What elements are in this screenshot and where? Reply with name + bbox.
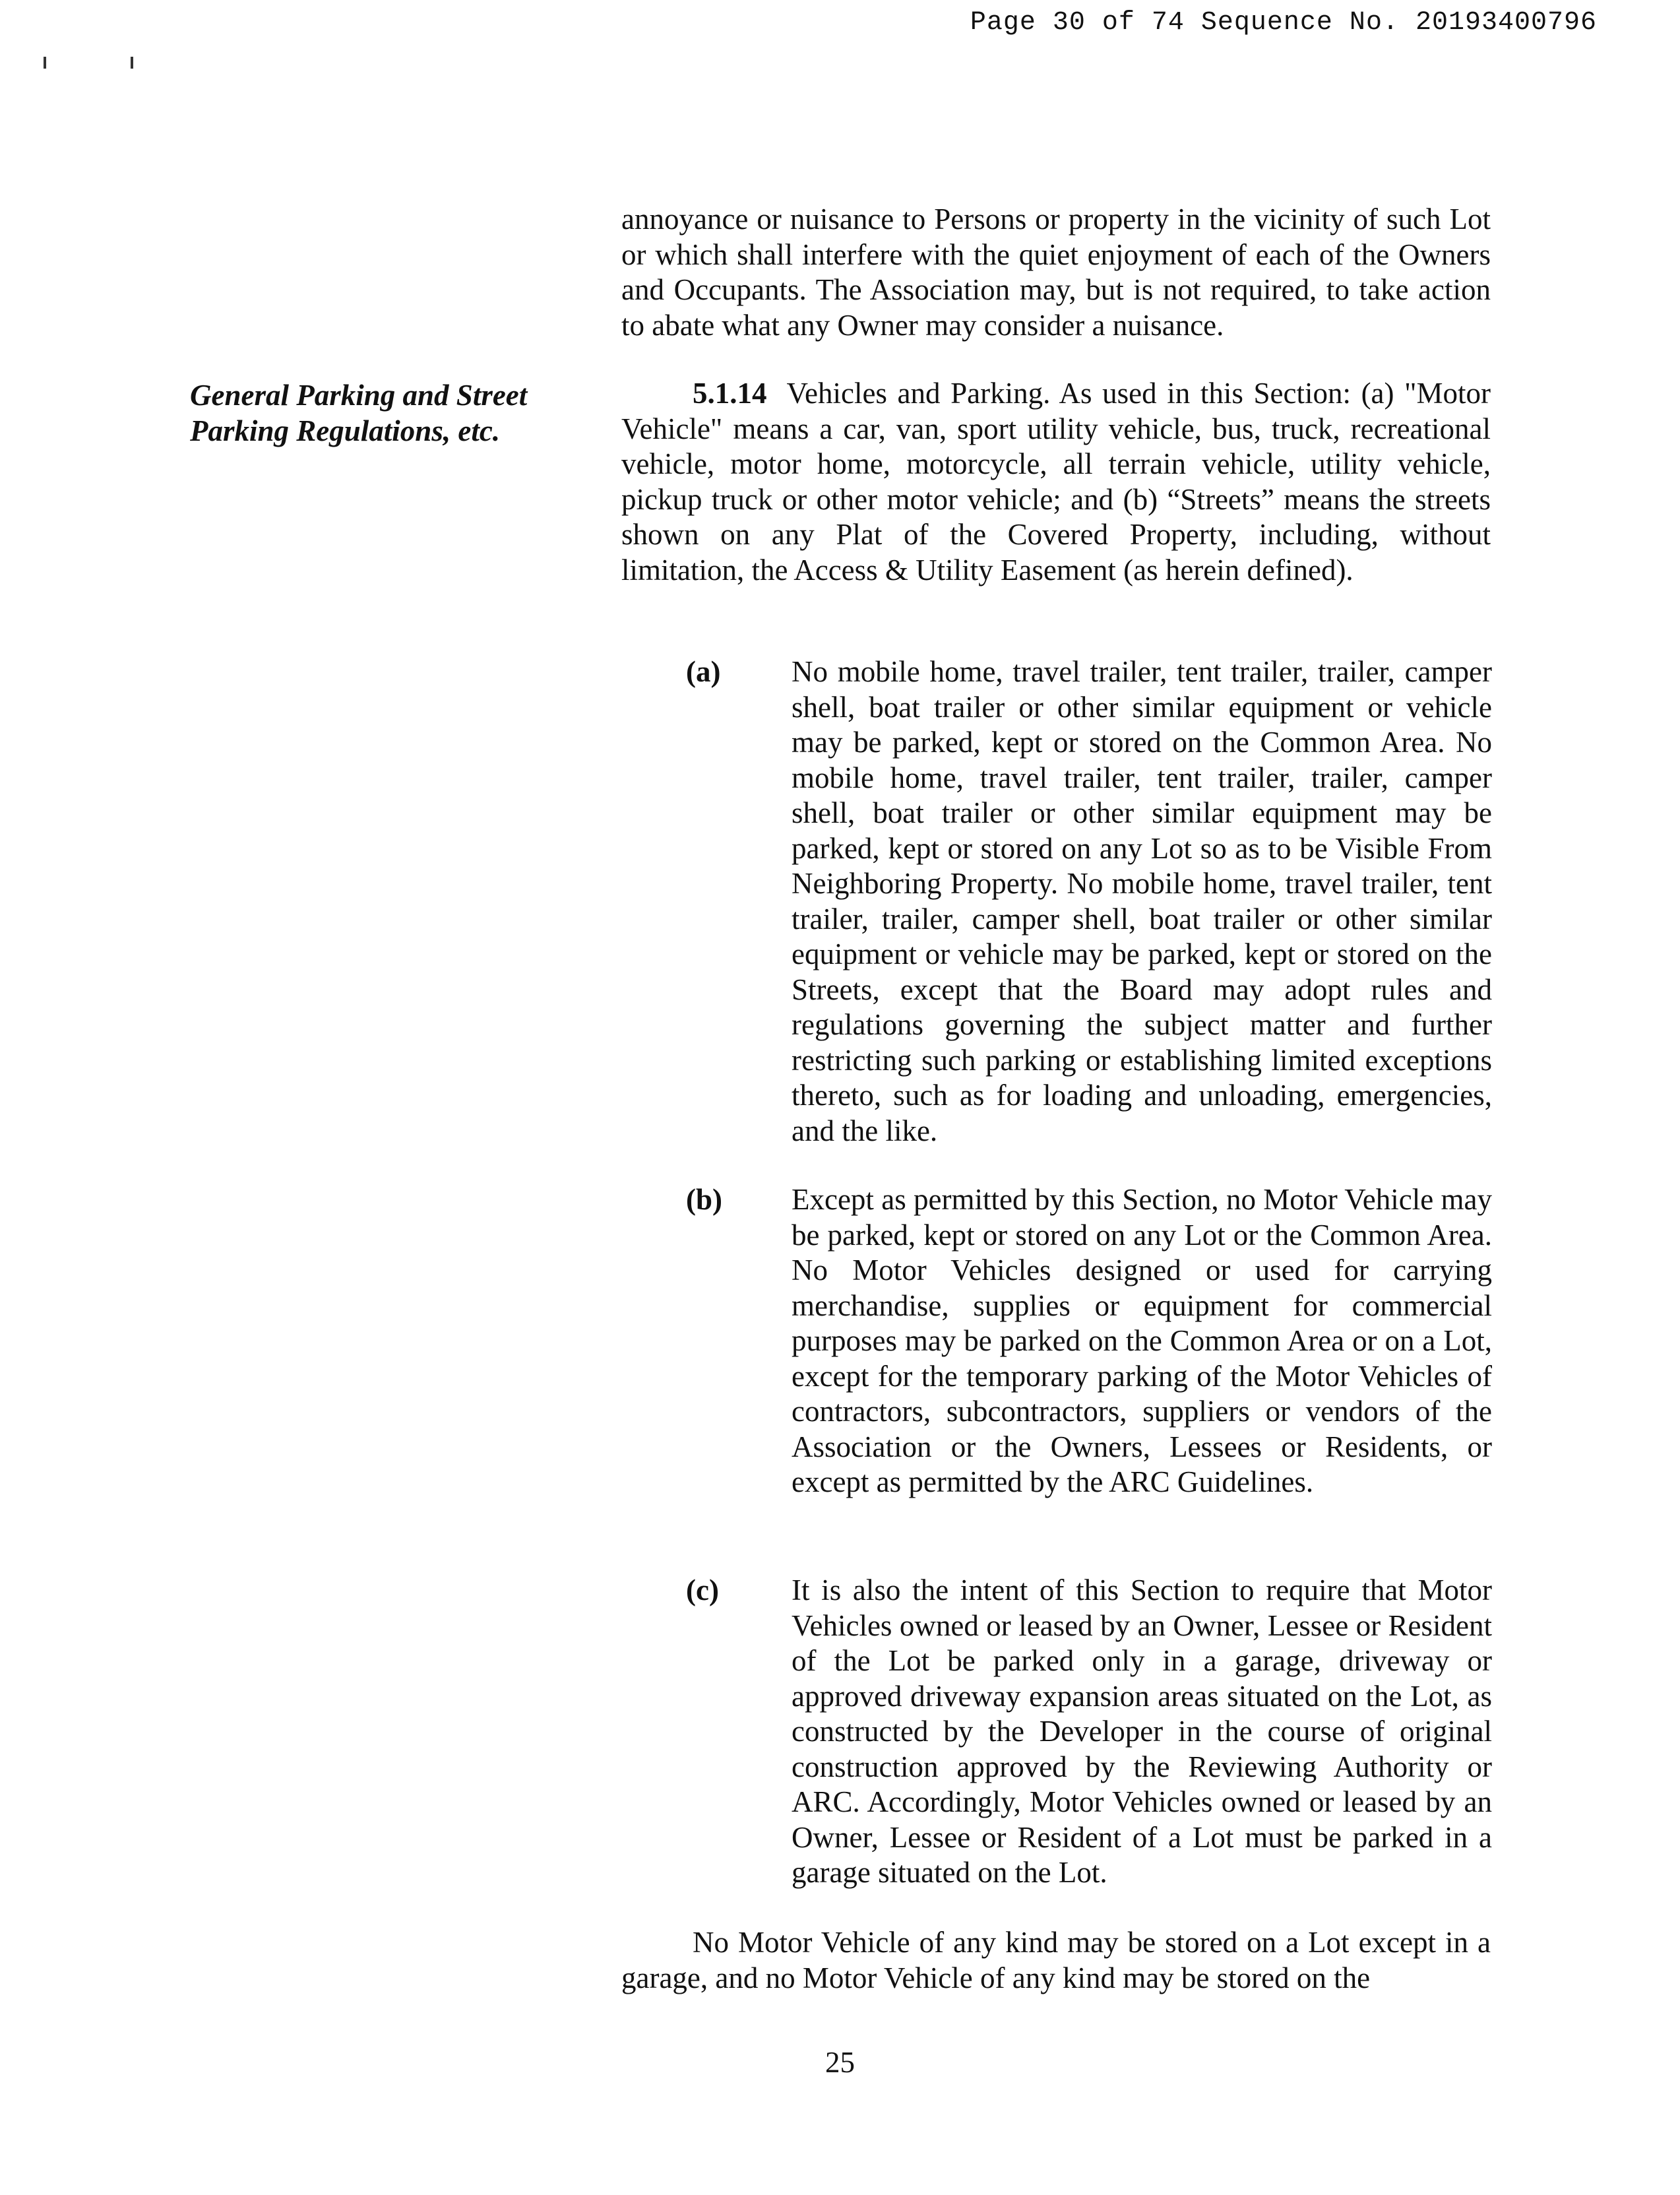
page-header: Page 30 of 74 Sequence No. 20193400796: [970, 8, 1597, 38]
subsection-label: (c): [686, 1574, 719, 1606]
margin-heading-line: Parking Regulations, etc.: [190, 414, 501, 447]
continuation-paragraph: annoyance or nuisance to Persons or property in the vicinity of such Lot or which shall interfere with the quiet enjoyment of each of the Owners and Occupants. The Association may, but is not required, to take action to abate what any Owner may consider a nuisance.: [621, 203, 1491, 342]
subsection-text: Except as permitted by this Section, no Motor Vehicle may be parked, kept or stored on any Lot or the Common Area. No Motor Vehicles designed or used for carrying merchandise, supplies or equipment for commercial purposes may be parked on the Common Area or on a Lot, except for the temporary parking of the Motor Vehicles of contractors, subcontractors, suppliers or vendors of the Association or the Owners, Lessees or Residents, or except as permitted by the ARC Guidelines.: [792, 1183, 1492, 1498]
subsection-b: [686, 1182, 1492, 1500]
subsection-text: No mobile home, travel trailer, tent trailer, trailer, camper shell, boat trailer or other similar equipment or vehicle may be parked, kept or stored on the Common Area. No mobile home, travel trailer, tent trailer, trailer, camper shell, boat trailer or other similar equipment may be parked, kept or stored on any Lot so as to be Visible From Neighboring Property. No mobile home, travel trailer, tent trailer, trailer, camper shell, boat trailer or other similar equipment or vehicle may be parked, kept or stored on the Streets, except that the Board may adopt rules and regulations governing the subject matter and further restricting such parking or establishing limited exceptions thereto, such as for loading and unloading, emergencies, and the like.: [792, 655, 1492, 1147]
subsection-c: [686, 1573, 1492, 1891]
subsection-text: It is also the intent of this Section to require that Motor Vehicles owned or leased by an Owner, Lessee or Resident of the Lot be parked only in a garage, driveway or approved driveway expansion areas situated on the Lot, as constructed by the Developer in the course of original construction approved by the Reviewing Authority or ARC. Accordingly, Motor Vehicles owned or leased by an Owner, Lessee or Resident of a Lot must be parked in a garage situated on the Lot.: [792, 1574, 1492, 1889]
scan-mark: [44, 57, 46, 69]
subsection-label: (b): [686, 1183, 722, 1216]
closing-paragraph: No Motor Vehicle of any kind may be stored on a Lot except in a garage, and no Motor Vehicle of any kind may be stored on the: [621, 1926, 1491, 1994]
margin-heading: [190, 377, 599, 449]
margin-heading-line: General Parking and Street: [190, 379, 528, 412]
section-text: Vehicles and Parking. As used in this Section: (a) "Motor Vehicle" means a car, van, sport utility vehicle, bus, truck, recreational vehicle, motor home, motorcycle, all terrain vehicle, utility vehicle, pickup truck or other motor vehicle; and (b) “Streets” means the streets shown on any Plat of the Covered Property, including, without limitation, the Access & Utility Easement (as herein defined).: [621, 377, 1491, 587]
section-number: 5.1.14: [693, 377, 767, 410]
page-number: 25: [825, 2046, 855, 2079]
subsection-label: (a): [686, 655, 721, 688]
scan-mark: [131, 57, 133, 69]
subsection-a: [686, 654, 1492, 1149]
section-paragraph: [621, 376, 1491, 588]
